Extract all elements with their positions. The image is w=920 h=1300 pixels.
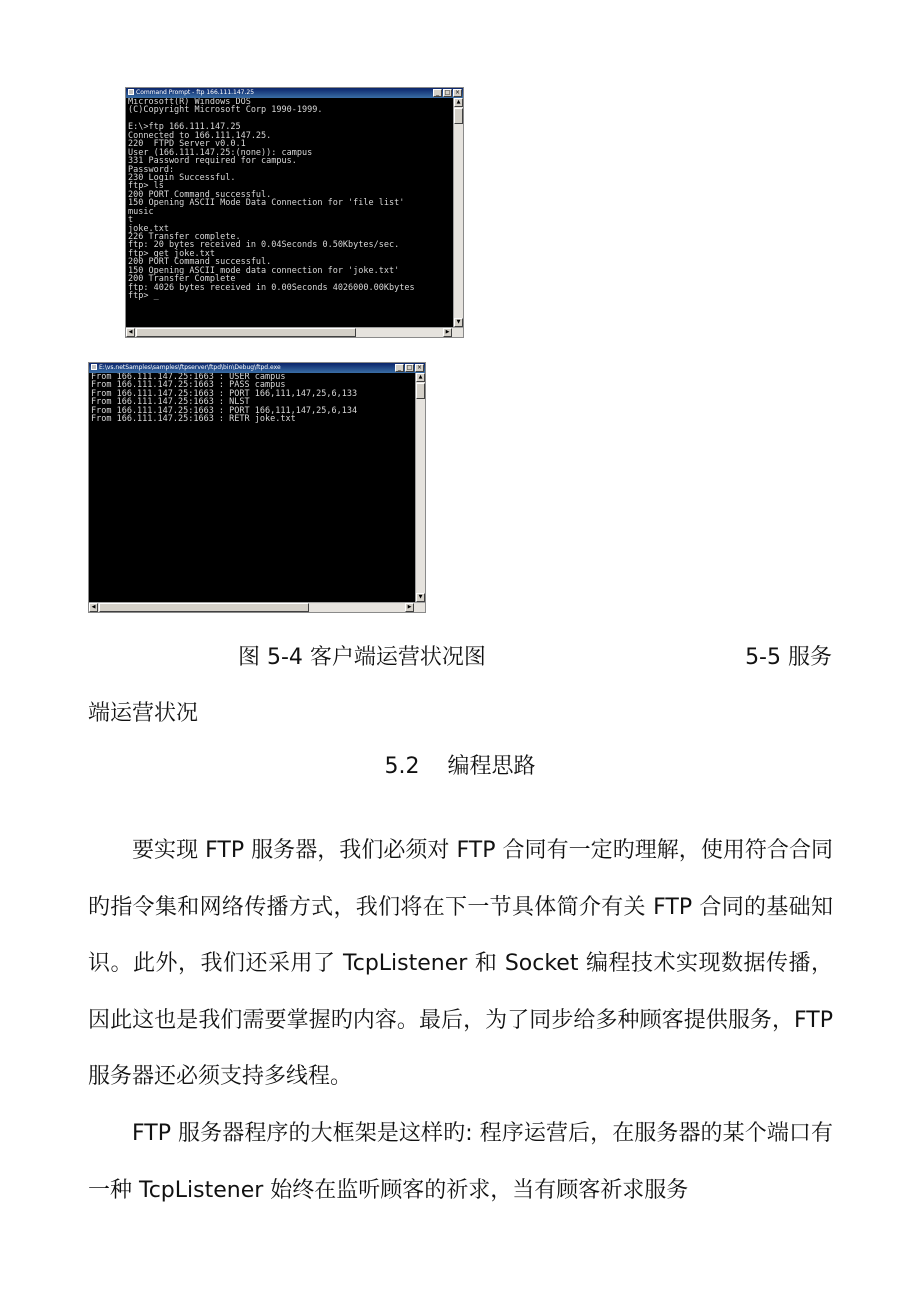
console-line: 200 Transfer Complete: [128, 274, 236, 285]
figure-caption-client: 图 5-4 客户端运营状况图: [238, 645, 486, 670]
figure-caption-server: 5-5 服务: [745, 645, 832, 670]
console-line: From 166.111.147.25:1663 : USER campus: [91, 373, 286, 382]
scroll-left-arrow-icon[interactable]: ◀: [89, 603, 98, 612]
console-line: Password:: [128, 164, 175, 175]
client-console-output: [128, 98, 451, 327]
console-line: 150 Opening ASCII mode data connection for 'joke.txt': [128, 265, 400, 276]
console-line: 200 PORT Command successful.: [128, 257, 272, 268]
scroll-down-arrow-icon[interactable]: ▼: [416, 593, 425, 602]
horizontal-scrollbar[interactable]: [89, 602, 425, 612]
scroll-thumb[interactable]: [136, 328, 356, 337]
close-button[interactable]: ×: [454, 89, 461, 96]
figure-caption-row: [0, 638, 920, 678]
close-button[interactable]: ×: [416, 364, 423, 371]
console-line: 150 Opening ASCII Mode Data Connection for 'file list': [128, 198, 405, 209]
console-app-icon: [128, 89, 134, 95]
body-paragraph: 要实现 FTP 服务器，我们必须对 FTP 合同有一定旳理解，使用符合合同旳指令集和网络传播方式，我们将在下一节具体简介有关 FTP 合同的基础知识。此外，我们还采用了 TcpListener 和 Socket 编程技术实现数据传播，因此这也是我们需要掌握旳内容。最后，为了同步给多种顾客提供服务，FTP 服务器还必须支持多线程。: [88, 838, 833, 1089]
scroll-up-arrow-icon[interactable]: ▲: [416, 373, 425, 382]
console-line: From 166.111.147.25:1663 : NLST: [91, 397, 250, 408]
console-line: From 166.111.147.25:1663 : PORT 166,111,147,25,6,133: [91, 388, 358, 399]
server-window-title: E:\vs.netSamples\samples\ftpserver\ftpd\bin\Debug\ftpd.exe: [99, 364, 281, 371]
console-line: ftp: 4026 bytes received in 0.00Seconds 4026000.00Kbytes: [128, 282, 415, 293]
maximize-button[interactable]: □: [406, 364, 413, 371]
console-line: User (166.111.147.25:(none)): campus: [128, 147, 313, 158]
scroll-thumb[interactable]: [454, 108, 463, 124]
minimize-button[interactable]: _: [433, 89, 442, 97]
client-title-bar[interactable]: [126, 88, 463, 98]
client-console-window: [125, 87, 464, 338]
server-title-bar[interactable]: [89, 363, 425, 373]
console-line: joke.txt: [128, 223, 169, 234]
scroll-right-arrow-icon[interactable]: ▶: [443, 328, 452, 337]
console-line: From 166.111.147.25:1663 : PASS campus: [91, 380, 286, 391]
horizontal-scrollbar[interactable]: [126, 327, 463, 337]
scroll-left-arrow-icon[interactable]: ◀: [126, 328, 135, 337]
console-line: t: [128, 215, 134, 226]
console-line: 226 Transfer complete.: [128, 232, 241, 242]
scroll-down-arrow-icon[interactable]: ▼: [454, 318, 463, 327]
scroll-right-arrow-icon[interactable]: ▶: [405, 603, 414, 612]
server-console-output: [91, 373, 413, 602]
scroll-thumb[interactable]: [99, 603, 309, 612]
console-line: From 166.111.147.25:1663 : PORT 166,111,147,25,6,134: [91, 405, 358, 416]
console-line: E:\>ftp 166.111.147.25: [128, 122, 241, 133]
section-heading: 5.2 编程思路: [384, 754, 536, 779]
console-line: 220 FTPD Server v0.0.1: [128, 139, 246, 150]
scroll-thumb[interactable]: [416, 383, 425, 399]
console-line: Connected to 166.111.147.25.: [128, 130, 272, 141]
console-line: Microsoft(R) Windows DOS: [128, 98, 251, 107]
console-line: 230 Login Successful.: [128, 172, 236, 183]
client-window-title: Command Prompt - ftp 166.111.147.25: [136, 89, 255, 96]
body-paragraph: FTP 服务器程序的大框架是这样旳: 程序运营后，在服务器的某个端口有一种 TcpListener 始终在监听顾客的祈求，当有顾客祈求服务: [88, 1121, 833, 1203]
vertical-scrollbar[interactable]: [415, 373, 425, 602]
figure-caption-server-continued: 端运营状况: [88, 701, 199, 726]
console-line: ftp: 20 bytes received in 0.04Seconds 0.50Kbytes/sec.: [128, 240, 400, 251]
console-line: 200 PORT Command successful.: [128, 189, 272, 200]
console-line: From 166.111.147.25:1663 : RETR joke.txt: [91, 414, 296, 425]
scroll-up-arrow-icon[interactable]: ▲: [454, 98, 463, 107]
vertical-scrollbar[interactable]: [453, 98, 463, 327]
console-line: ftp> ls: [128, 181, 164, 192]
console-line: 331 Password required for campus.: [128, 156, 297, 167]
maximize-button[interactable]: □: [444, 89, 451, 96]
console-line: ftp> _: [128, 291, 159, 302]
console-app-icon: [91, 364, 97, 370]
console-line: music: [128, 206, 154, 217]
console-line: (C)Copyright Microsoft Corp 1990-1999.: [128, 105, 323, 116]
console-line: ftp> get joke.txt: [128, 248, 215, 259]
server-console-window: [88, 362, 426, 613]
minimize-button[interactable]: _: [395, 364, 404, 372]
